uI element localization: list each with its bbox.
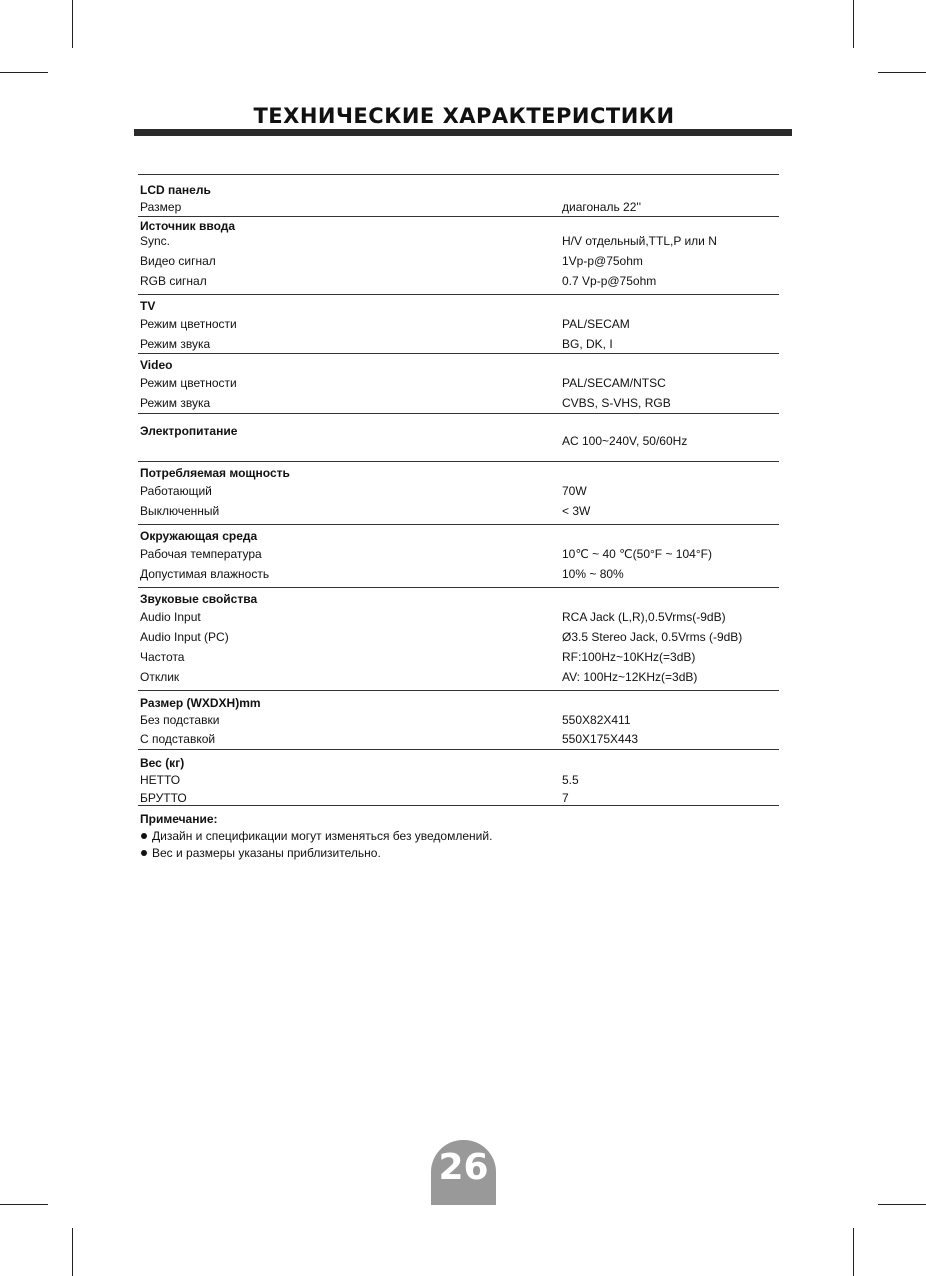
spec-value: H/V отдельный,TTL,P или N — [562, 234, 717, 248]
spec-row — [138, 771, 779, 789]
spec-label: Размер — [140, 200, 182, 214]
spec-row — [138, 501, 779, 521]
page-number-tab — [431, 1140, 496, 1205]
spec-label: Частота — [140, 650, 185, 664]
spec-row — [138, 730, 779, 749]
section-environment — [138, 525, 779, 588]
spec-label: Режим звука — [140, 337, 211, 351]
spec-row — [138, 314, 779, 334]
spec-value: 550X175X443 — [562, 732, 639, 746]
spec-value: 0.7 Vp-p@75ohm — [562, 274, 657, 288]
crop-mark — [853, 1228, 854, 1276]
spec-row — [138, 251, 779, 271]
spec-row — [138, 711, 779, 730]
spec-value: 1Vp-p@75ohm — [562, 254, 643, 268]
spec-value: диагональ 22'' — [562, 200, 641, 214]
notes-title: Примечание: — [140, 812, 218, 826]
spec-value: Ø3.5 Stereo Jack, 0.5Vrms (-9dB) — [562, 630, 743, 644]
spec-label: БРУТТО — [140, 791, 187, 805]
spec-label: Работающий — [140, 484, 212, 498]
spec-label: Sync. — [140, 234, 171, 248]
spec-label: Рабочая температура — [140, 547, 262, 561]
section-audio — [138, 588, 779, 691]
spec-value: 10℃ ~ 40 ℃(50°F ~ 104°F) — [562, 547, 712, 561]
spec-label: Видео сигнал — [140, 254, 216, 268]
page-title: ТЕХНИЧЕСКИЕ ХАРАКТЕРИСТИКИ — [253, 104, 675, 128]
spec-value: 7 — [562, 791, 569, 805]
spec-label: Допустимая влажность — [140, 567, 270, 581]
spec-row — [138, 334, 779, 354]
section-title: Вес (кг) — [140, 756, 185, 770]
section-title: Потребляемая мощность — [140, 466, 290, 480]
note-text: Дизайн и спецификации могут изменяться без уведомлений. — [152, 829, 493, 843]
section-lcd — [138, 175, 779, 217]
crop-mark — [878, 1204, 926, 1205]
crop-mark — [878, 72, 926, 73]
spec-row — [138, 271, 779, 291]
section-title: LCD панель — [140, 183, 211, 197]
spec-row — [138, 544, 779, 564]
section-title: Звуковые свойства — [140, 592, 258, 606]
page-number: 26 — [438, 1147, 489, 1188]
spec-value: 550X82X411 — [562, 713, 631, 727]
spec-label: Выключенный — [140, 504, 220, 518]
spec-label: С подставкой — [140, 732, 216, 746]
section-consumption — [138, 462, 779, 525]
crop-mark — [0, 1204, 48, 1205]
spec-row — [138, 564, 779, 584]
spec-label: Audio Input — [140, 610, 201, 624]
bullet-icon — [141, 850, 147, 856]
crop-mark — [0, 72, 48, 73]
spec-value: 5.5 — [562, 773, 579, 787]
section-video — [138, 354, 779, 414]
spec-value: CVBS, S-VHS, RGB — [562, 396, 671, 410]
spec-row — [138, 481, 779, 501]
spec-label: Без подставки — [140, 713, 220, 727]
spec-label: RGB сигнал — [140, 274, 207, 288]
spec-label: Режим цветности — [140, 317, 237, 331]
bullet-icon — [141, 833, 147, 839]
spec-label: Режим звука — [140, 396, 211, 410]
spec-value: 10% ~ 80% — [562, 567, 624, 581]
spec-label: НЕТТО — [140, 773, 181, 787]
section-size — [138, 691, 779, 750]
section-power — [138, 414, 779, 462]
notes — [140, 811, 492, 862]
section-title: Video — [140, 358, 173, 372]
section-input — [138, 217, 779, 295]
spec-table — [138, 174, 779, 806]
section-weight — [138, 750, 779, 806]
crop-mark — [72, 0, 73, 48]
section-title: Окружающая среда — [140, 529, 258, 543]
spec-row — [138, 789, 779, 807]
note-item — [140, 845, 492, 862]
spec-row — [138, 198, 779, 216]
spec-row — [138, 627, 779, 647]
spec-value: BG, DK, I — [562, 337, 613, 351]
section-title: Источник ввода — [140, 219, 236, 233]
spec-label: Отклик — [140, 670, 180, 684]
crop-mark — [72, 1228, 73, 1276]
note-item — [140, 828, 492, 845]
section-title: Размер (WXDXH)mm — [140, 696, 261, 710]
spec-value: RF:100Hz~10KHz(=3dB) — [562, 650, 696, 664]
section-tv — [138, 295, 779, 354]
spec-label: Audio Input (PC) — [140, 630, 229, 644]
spec-row — [138, 647, 779, 667]
spec-value: AV: 100Hz~12KHz(=3dB) — [562, 670, 698, 684]
spec-row — [138, 393, 779, 413]
spec-value: 70W — [562, 484, 587, 498]
section-title: Электропитание — [140, 424, 238, 438]
spec-row — [138, 667, 779, 687]
note-text: Вес и размеры указаны приблизительно. — [152, 846, 381, 860]
section-title: TV — [140, 299, 156, 313]
spec-row — [138, 373, 779, 393]
spec-value: PAL/SECAM/NTSC — [562, 376, 666, 390]
spec-row — [138, 233, 779, 251]
spec-label: Режим цветности — [140, 376, 237, 390]
spec-value: < 3W — [562, 504, 591, 518]
spec-row — [138, 607, 779, 627]
crop-mark — [853, 0, 854, 48]
spec-value: PAL/SECAM — [562, 317, 630, 331]
spec-value: AC 100~240V, 50/60Hz — [562, 434, 688, 448]
title-rule — [134, 129, 792, 136]
spec-value: RCA Jack (L,R),0.5Vrms(-9dB) — [562, 610, 726, 624]
